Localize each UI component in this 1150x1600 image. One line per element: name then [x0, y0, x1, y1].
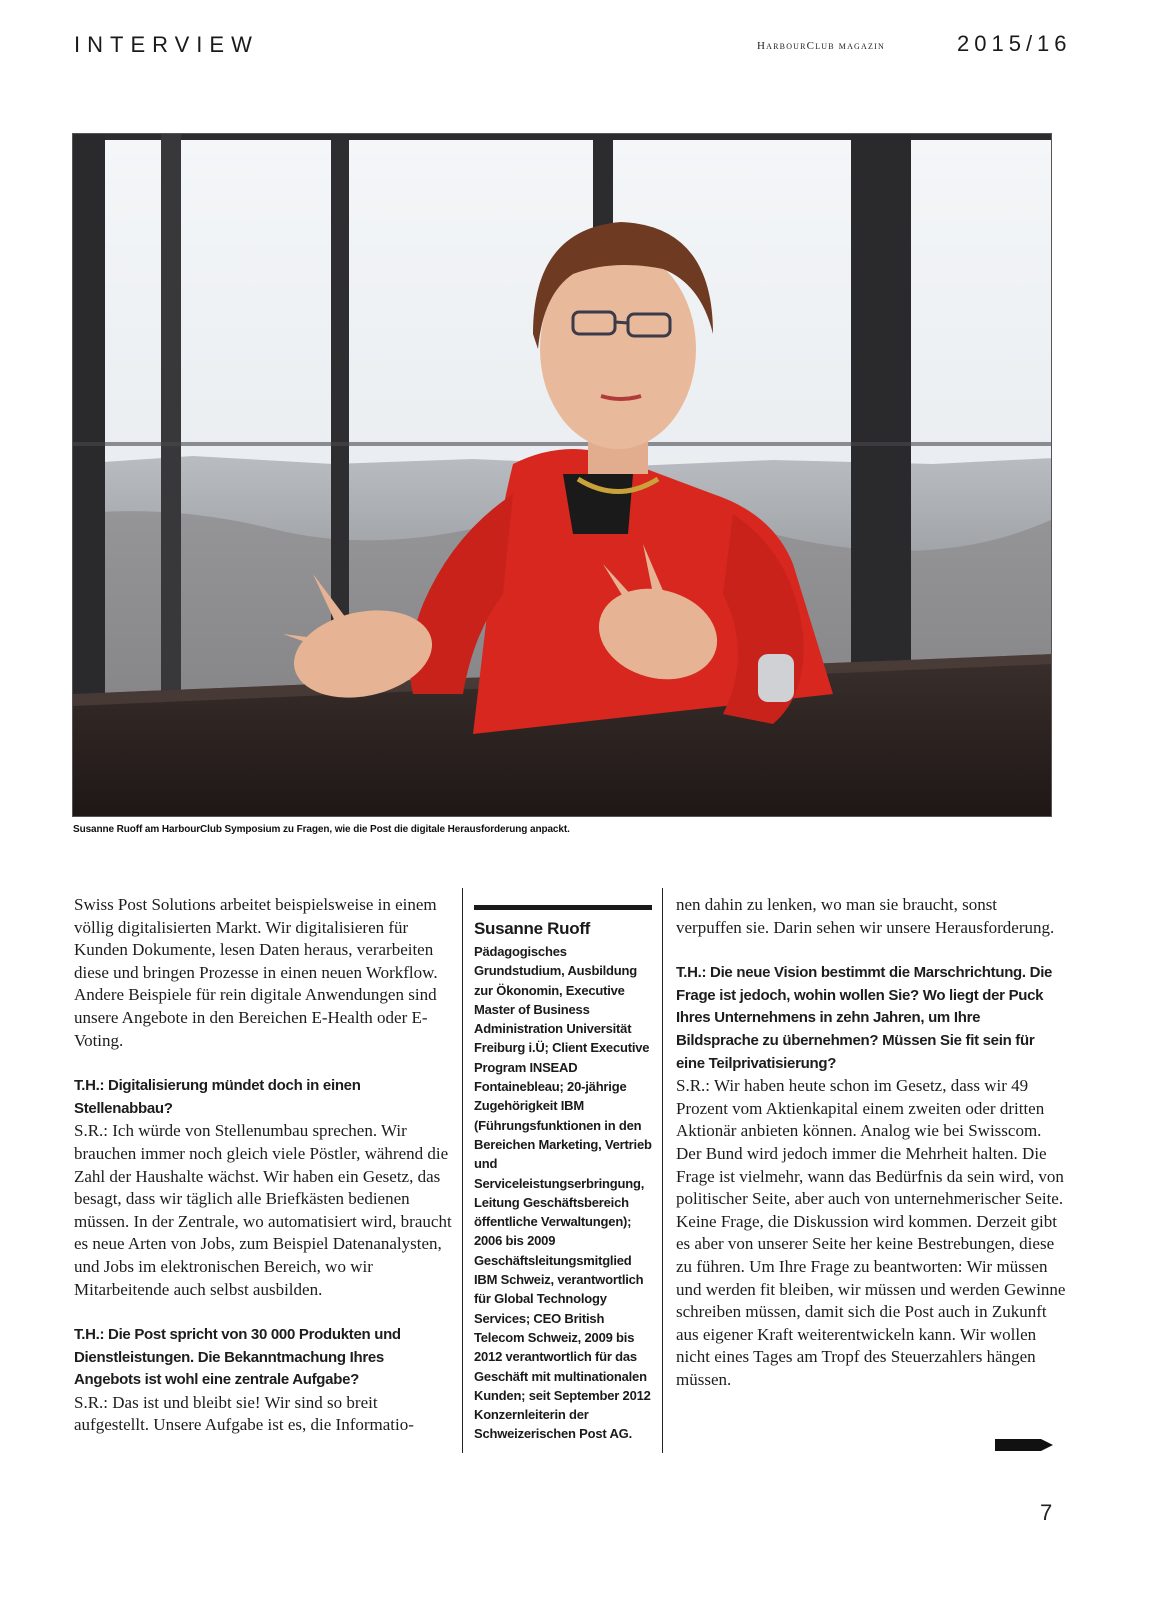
section-title: INTERVIEW [74, 32, 259, 57]
interview-question: T.H.: Digitalisierung mündet doch in einen Stellenabbau? [74, 1077, 361, 1117]
interview-answer: S.R.: Das ist und bleibt sie! Wir sind so breit aufgestellt. Unsere Aufgabe ist es, die Informatio- [74, 1392, 414, 1435]
sidebar-rule [474, 905, 652, 910]
interview-question: T.H.: Die neue Vision bestimmt die Marschrichtung. Die Frage ist jedoch, wohin wollen Sie? Wo liegt der Puck Ihres Unternehmens in zehn Jahren, um Ihre Bildsprache zu übernehmen? Müssen Sie fit sein für eine Teilprivatisierung? [676, 964, 1053, 1072]
article-column-3 [676, 894, 1066, 1391]
bio-text: Pädagogisches Grundstudium, Ausbildung zur Ökonomin, Executive Master of Business Administration Universität Freiburg i.Ü; Client Executive Program INSEAD Fontainebleau; 20-jährige Zugehörigkeit IBM (Führungsfunktionen in den Bereichen Marketing, Vertrieb und Serviceleistungserbringung, Leitung Geschäftsbereich öffentliche Verwaltungen); 2006 bis 2009 Geschäftsleitungsmitglied IBM Schweiz, verantwortlich für Global Technology Services; CEO British Telecom Schweiz, 2009 bis 2012 verantwortlich für das Geschäft mit multinationalen Kunden; seit September 2012 Konzernleiterin der Schweizerischen Post AG. [474, 944, 652, 1442]
interview-answer: S.R.: Wir haben heute schon im Gesetz, dass wir 49 Prozent vom Aktienkapital einem zweiten oder dritten Aktionär anbieten können. Analog wie bei Swisscom. Der Bund wird jedoch immer die Mehrheit halten. Die Frage ist vielmehr, wann das Bedürfnis da sein wird, von politischer Seite, aber auch von unternehmerischer Seite. Keine Frage, die Diskussion wird kommen. Derzeit gibt es aber von unserer Seite her keine Bestrebungen, diese zu führen. Um Ihre Frage zu beantworten: Wir müssen und werden fit bleiben, wir müssen und werden Gewinne schreiben müssen, damit sich die Post auch in Zukunft aus eigener Kraft weiterentwickeln kann. Wir wollen nicht eines Tages am Tropf des Steuerzahlers hängen müssen. [676, 1076, 1066, 1389]
paragraph: nen dahin zu lenken, wo man sie braucht, sonst verpuffen sie. Darin sehen wir unsere Herausforderung. [676, 895, 1055, 937]
column-divider [662, 888, 663, 1453]
portrait-photo [72, 133, 1052, 817]
column-divider [462, 888, 463, 1453]
photo-caption: Susanne Ruoff am HarbourClub Symposium zu Fragen, wie die Post die digitale Herausforderung anpackt. [73, 824, 570, 835]
bio-name: Susanne Ruoff [474, 919, 591, 938]
page-number: 7 [1040, 1500, 1053, 1525]
article-column-1 [74, 894, 454, 1437]
paragraph: Swiss Post Solutions arbeitet beispielsweise in einem völlig digitalisierten Markt. Wir digitalisieren für Kunden Dokumente, lesen Daten heraus, verarbeiten diese und bringen Prozesse in einen neuen Workflow. Andere Beispiele für rein digitale Anwendungen sind unsere Angebote in den Bereichen E-Health oder E-Voting. [74, 895, 438, 1050]
bio-sidebar [474, 905, 652, 1444]
interview-answer: S.R.: Ich würde von Stellenumbau sprechen. Wir brauchen immer noch gleich viele Pöstler, während die Zahl der Haushalte wächst. Wir haben ein Gesetz, das besagt, dass wir täglich alle Briefkästen bedienen müssen. In der Zentrale, wo automatisiert wird, braucht es neue Arten von Jobs, zum Beispiel Datenanalysten, und Jobs im elektronischen Bereich, wo wir Mitarbeitende auch selbst ausbilden. [74, 1121, 452, 1299]
magazine-name: HarbourClub magazin [757, 40, 885, 52]
interview-question: T.H.: Die Post spricht von 30 000 Produkten und Dienstleistungen. Die Bekanntmachung Ihres Angebots ist wohl eine zentrale Aufgabe? [74, 1326, 401, 1389]
continue-arrow-icon [995, 1438, 1055, 1452]
issue-year: 2015/16 [957, 31, 1072, 56]
